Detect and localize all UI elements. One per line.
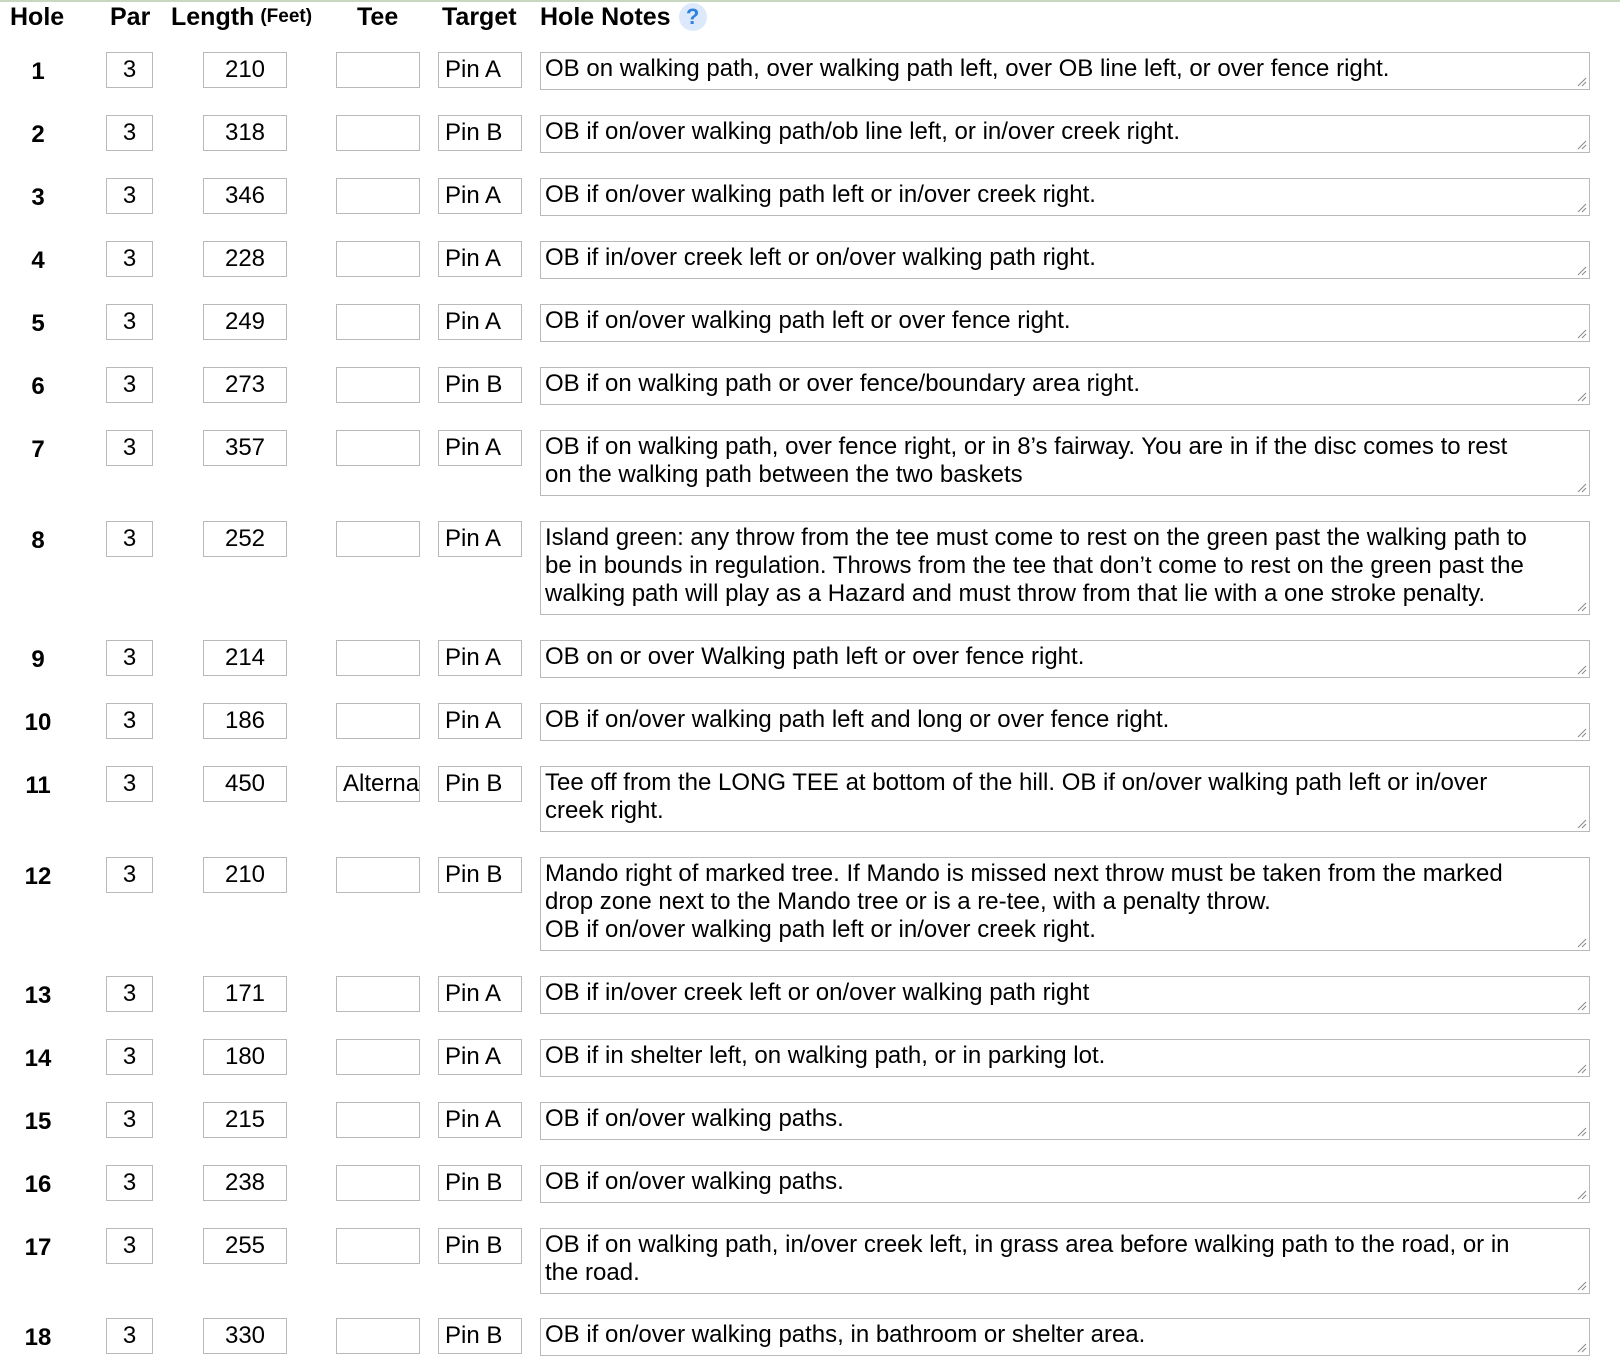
hole-number: 10	[24, 709, 52, 736]
hole-notes-text: OB if on/over walking path left or over fence right.	[545, 307, 1071, 334]
resize-handle-icon[interactable]	[1575, 390, 1587, 402]
hole-number: 6	[31, 373, 45, 400]
hole-notes-text: OB on walking path, over walking path left, over OB line left, or over fence right.	[545, 55, 1390, 82]
tee-select[interactable]	[336, 178, 420, 214]
target-select[interactable]: Pin B	[438, 1318, 522, 1354]
header-notes	[540, 0, 707, 34]
resize-handle-icon[interactable]	[1575, 201, 1587, 213]
tee-select[interactable]	[336, 241, 420, 277]
length-input[interactable]: 450	[203, 766, 287, 802]
hole-notes-text: OB if on/over walking paths, in bathroom or shelter area.	[545, 1321, 1146, 1348]
hole-notes-text: OB if on walking path or over fence/boundary area right.	[545, 370, 1141, 397]
tee-select[interactable]	[336, 1039, 420, 1075]
hole-number: 18	[24, 1324, 52, 1351]
hole-notes-textarea[interactable]	[540, 766, 1590, 832]
hole-number: 8	[31, 527, 45, 554]
par-input[interactable]: 3	[106, 52, 153, 88]
resize-handle-icon[interactable]	[1575, 75, 1587, 87]
hole-number: 17	[24, 1234, 52, 1261]
target-select[interactable]: Pin B	[438, 766, 522, 802]
tee-select[interactable]	[336, 703, 420, 739]
length-input[interactable]: 214	[203, 640, 287, 676]
length-input[interactable]: 171	[203, 976, 287, 1012]
par-input[interactable]: 3	[106, 241, 153, 277]
target-select[interactable]: Pin A	[438, 976, 522, 1012]
hole-notes-textarea[interactable]	[540, 976, 1590, 1014]
par-input[interactable]: 3	[106, 1318, 153, 1354]
tee-select[interactable]	[336, 1165, 420, 1201]
resize-handle-icon[interactable]	[1575, 138, 1587, 150]
resize-handle-icon[interactable]	[1575, 936, 1587, 948]
hole-notes-textarea[interactable]	[540, 703, 1590, 741]
hole-notes-textarea[interactable]	[540, 430, 1590, 496]
target-select[interactable]: Pin A	[438, 1102, 522, 1138]
tee-select[interactable]	[336, 1102, 420, 1138]
par-input[interactable]: 3	[106, 1102, 153, 1138]
hole-notes-text: Island green: any throw from the tee must come to rest on the green past the walking path to be in bounds in regulation. Throws from the tee that don’t come to rest on the green past the walking path will play as a Hazard and must throw from that lie with a one stroke penalty.	[545, 524, 1527, 607]
hole-notes-textarea[interactable]	[540, 1039, 1590, 1077]
tee-select[interactable]	[336, 1318, 420, 1354]
length-input[interactable]: 180	[203, 1039, 287, 1075]
hole-number: 3	[31, 184, 45, 211]
target-select[interactable]: Pin B	[438, 1165, 522, 1201]
length-input[interactable]: 346	[203, 178, 287, 214]
hole-notes-textarea[interactable]	[540, 241, 1590, 279]
hole-number: 13	[24, 982, 52, 1009]
resize-handle-icon[interactable]	[1575, 726, 1587, 738]
target-select[interactable]: Pin A	[438, 430, 522, 466]
par-input[interactable]: 3	[106, 1165, 153, 1201]
target-select[interactable]: Pin A	[438, 304, 522, 340]
length-input[interactable]: 238	[203, 1165, 287, 1201]
hole-number: 15	[24, 1108, 52, 1135]
length-input[interactable]: 357	[203, 430, 287, 466]
par-input[interactable]: 3	[106, 703, 153, 739]
resize-handle-icon[interactable]	[1575, 1341, 1587, 1353]
tee-select[interactable]	[336, 367, 420, 403]
resize-handle-icon[interactable]	[1575, 663, 1587, 675]
hole-notes-textarea[interactable]	[540, 640, 1590, 678]
length-input[interactable]: 215	[203, 1102, 287, 1138]
length-input[interactable]: 210	[203, 857, 287, 893]
tee-select[interactable]	[336, 640, 420, 676]
hole-notes-text: OB if on/over walking path left and long or over fence right.	[545, 706, 1170, 733]
header-tee: Tee	[357, 2, 399, 31]
target-select[interactable]: Pin A	[438, 703, 522, 739]
target-select[interactable]: Pin B	[438, 115, 522, 151]
hole-notes-textarea[interactable]	[540, 1228, 1590, 1294]
target-select[interactable]: Pin A	[438, 640, 522, 676]
hole-notes-textarea[interactable]	[540, 367, 1590, 405]
hole-notes-text: OB if in shelter left, on walking path, or in parking lot.	[545, 1042, 1106, 1069]
hole-notes-text: OB if on/over walking path/ob line left, or in/over creek right.	[545, 118, 1180, 145]
length-input[interactable]: 210	[203, 52, 287, 88]
length-input[interactable]: 330	[203, 1318, 287, 1354]
hole-notes-text: OB on or over Walking path left or over fence right.	[545, 643, 1085, 670]
header-length-unit: (Feet)	[260, 6, 313, 27]
hole-number: 14	[24, 1045, 52, 1072]
hole-number: 1	[31, 58, 45, 85]
par-input[interactable]: 3	[106, 367, 153, 403]
header-target: Target	[442, 2, 517, 31]
target-select[interactable]: Pin A	[438, 1039, 522, 1075]
hole-notes-text: OB if in/over creek left or on/over walking path right.	[545, 244, 1096, 271]
par-input[interactable]: 3	[106, 178, 153, 214]
help-icon[interactable]: ?	[679, 3, 707, 31]
par-input[interactable]: 3	[106, 640, 153, 676]
tee-select[interactable]: Alterna	[336, 766, 420, 802]
hole-notes-text: Mando right of marked tree. If Mando is missed next throw must be taken from the marked drop zone next to the Mando tree or is a re-tee, with a penalty throw. OB if on/over walking path left or in/over creek right.	[545, 860, 1503, 943]
target-select[interactable]: Pin A	[438, 178, 522, 214]
target-select[interactable]: Pin B	[438, 1228, 522, 1264]
hole-number: 7	[31, 436, 45, 463]
tee-select[interactable]	[336, 1228, 420, 1264]
resize-handle-icon[interactable]	[1575, 600, 1587, 612]
length-input[interactable]: 255	[203, 1228, 287, 1264]
hole-number: 16	[24, 1171, 52, 1198]
target-select[interactable]: Pin A	[438, 52, 522, 88]
tee-select[interactable]	[336, 857, 420, 893]
par-input[interactable]: 3	[106, 1039, 153, 1075]
par-input[interactable]: 3	[106, 430, 153, 466]
tee-select[interactable]	[336, 976, 420, 1012]
tee-select[interactable]	[336, 521, 420, 557]
resize-handle-icon[interactable]	[1575, 481, 1587, 493]
length-input[interactable]: 186	[203, 703, 287, 739]
tee-select[interactable]	[336, 115, 420, 151]
hole-notes-textarea[interactable]	[540, 521, 1590, 615]
hole-notes-textarea[interactable]	[540, 1318, 1590, 1356]
resize-handle-icon[interactable]	[1575, 999, 1587, 1011]
length-input[interactable]: 228	[203, 241, 287, 277]
header-length	[171, 0, 312, 34]
resize-handle-icon[interactable]	[1575, 264, 1587, 276]
tee-select[interactable]	[336, 430, 420, 466]
par-input[interactable]: 3	[106, 976, 153, 1012]
hole-number: 4	[31, 247, 45, 274]
par-input[interactable]: 3	[106, 521, 153, 557]
target-select[interactable]: Pin A	[438, 521, 522, 557]
hole-notes-textarea[interactable]	[540, 304, 1590, 342]
hole-notes-textarea[interactable]	[540, 857, 1590, 951]
hole-notes-text: OB if on walking path, in/over creek left, in grass area before walking path to the road, or in the road.	[545, 1231, 1510, 1286]
hole-notes-textarea[interactable]	[540, 1102, 1590, 1140]
hole-notes-text: Tee off from the LONG TEE at bottom of the hill. OB if on/over walking path left or in/over creek right.	[545, 769, 1488, 824]
resize-handle-icon[interactable]	[1575, 1125, 1587, 1137]
target-select[interactable]: Pin B	[438, 367, 522, 403]
resize-handle-icon[interactable]	[1575, 327, 1587, 339]
hole-notes-text: OB if on/over walking path left or in/over creek right.	[545, 181, 1096, 208]
hole-number: 9	[31, 646, 45, 673]
target-select[interactable]: Pin B	[438, 857, 522, 893]
hole-notes-textarea[interactable]	[540, 1165, 1590, 1203]
resize-handle-icon[interactable]	[1575, 1188, 1587, 1200]
hole-notes-textarea[interactable]	[540, 52, 1590, 90]
resize-handle-icon[interactable]	[1575, 1279, 1587, 1291]
par-input[interactable]: 3	[106, 1228, 153, 1264]
header-notes-label: Hole Notes	[540, 2, 671, 31]
par-input[interactable]: 3	[106, 304, 153, 340]
hole-number: 5	[31, 310, 45, 337]
hole-notes-textarea[interactable]	[540, 115, 1590, 153]
hole-notes-text: OB if on/over walking paths.	[545, 1168, 844, 1195]
par-input[interactable]: 3	[106, 857, 153, 893]
header-par: Par	[110, 2, 151, 31]
hole-number: 2	[31, 121, 45, 148]
par-input[interactable]: 3	[106, 766, 153, 802]
resize-handle-icon[interactable]	[1575, 817, 1587, 829]
hole-notes-text: OB if in/over creek left or on/over walking path right	[545, 979, 1090, 1006]
hole-notes-text: OB if on/over walking paths.	[545, 1105, 844, 1132]
hole-number: 12	[24, 863, 52, 890]
hole-notes-textarea[interactable]	[540, 178, 1590, 216]
par-input[interactable]: 3	[106, 115, 153, 151]
target-select[interactable]: Pin A	[438, 241, 522, 277]
tee-select[interactable]	[336, 52, 420, 88]
hole-number: 11	[25, 772, 51, 799]
length-input[interactable]: 273	[203, 367, 287, 403]
length-input[interactable]: 318	[203, 115, 287, 151]
header-hole: Hole	[10, 2, 65, 31]
header-length-label: Length	[171, 2, 255, 31]
resize-handle-icon[interactable]	[1575, 1062, 1587, 1074]
length-input[interactable]: 249	[203, 304, 287, 340]
tee-select[interactable]	[336, 304, 420, 340]
hole-notes-text: OB if on walking path, over fence right, or in 8’s fairway. You are in if the disc comes to rest on the walking path between the two baskets	[545, 433, 1508, 488]
length-input[interactable]: 252	[203, 521, 287, 557]
